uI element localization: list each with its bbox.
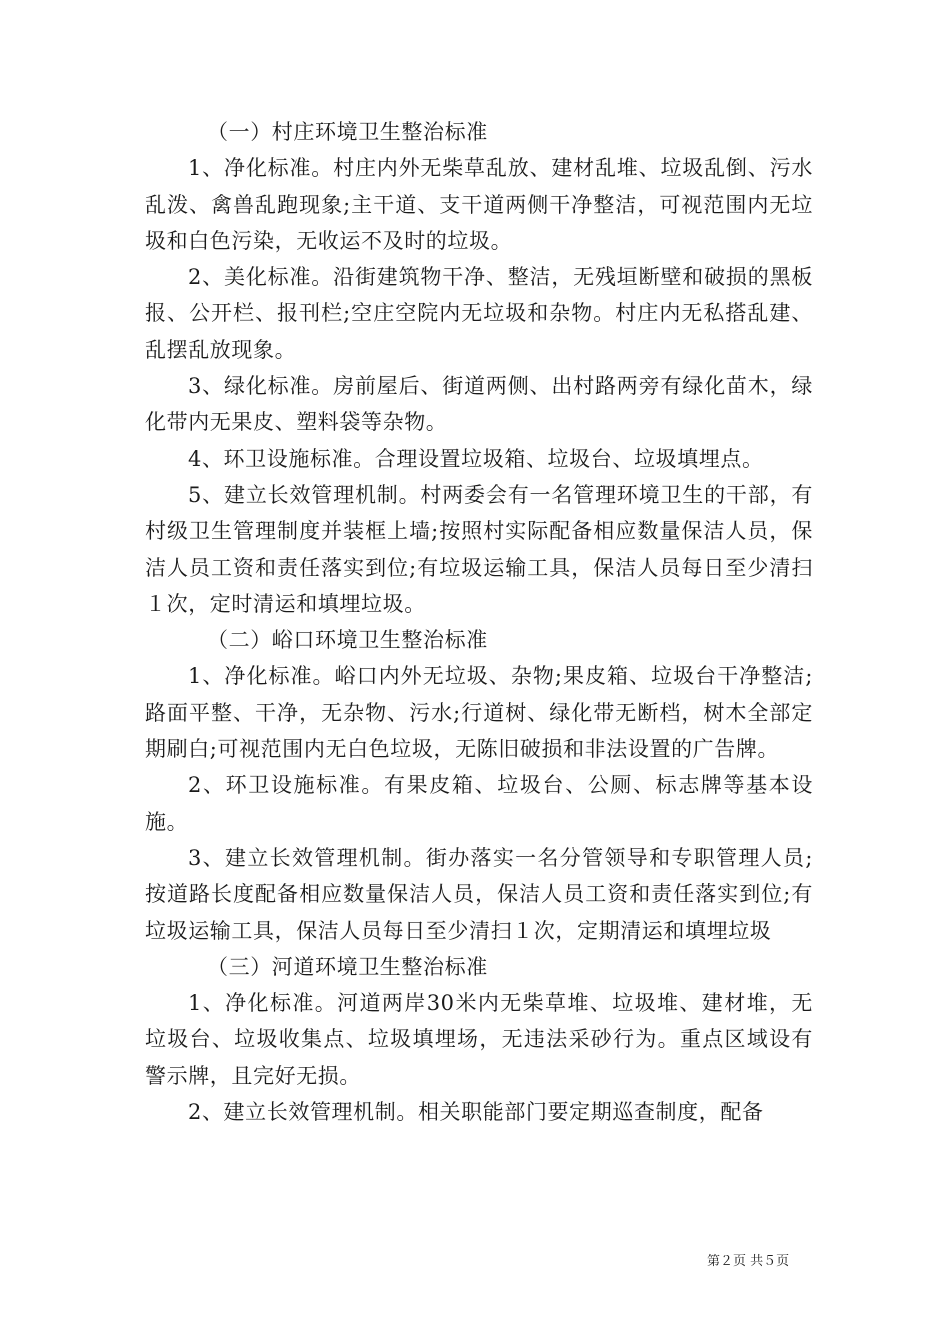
paragraph: 2、环卫设施标准。有果皮箱、垃圾台、公厕、标志牌等基本设施。 bbox=[145, 773, 813, 834]
paragraph: 1、净化标准。峪口内外无垃圾、杂物;果皮箱、垃圾台干净整洁;路面平整、干净，无杂物、污水;行道树、绿化带无断档，树木全部定期刷白;可视范围内无白色垃圾，无陈旧破损和非法设置的广告牌。 bbox=[145, 664, 813, 762]
paragraph: 4、环卫设施标准。合理设置垃圾箱、垃圾台、垃圾填埋点。 bbox=[188, 446, 764, 471]
section-heading-2: （二）峪口环境卫生整治标准 bbox=[207, 628, 488, 653]
document-body bbox=[145, 114, 813, 1130]
paragraph: 3、建立长效管理机制。街办落实一名分管领导和专职管理人员;按道路长度配备相应数量保洁人员，保洁人员工资和责任落实到位;有垃圾运输工具，保洁人员每日至少清扫１次，定期清运和填埋垃圾 bbox=[145, 845, 813, 943]
paragraph: 2、美化标准。沿街建筑物干净、整洁，无残垣断壁和破损的黑板报、公开栏、报刊栏;空庄空院内无垃圾和杂物。村庄内无私搭乱建、乱摆乱放现象。 bbox=[145, 265, 813, 362]
paragraph: 3、绿化标准。房前屋后、街道两侧、出村路两旁有绿化苗木，绿化带内无果皮、塑料袋等杂物。 bbox=[145, 374, 813, 435]
paragraph: 5、建立长效管理机制。村两委会有一名管理环境卫生的干部，有村级卫生管理制度并装框上墙;按照村实际配备相应数量保洁人员，保洁人员工资和责任落实到位;有垃圾运输工具，保洁人员每日至少清扫１次，定时清运和填埋垃圾。 bbox=[145, 482, 813, 616]
paragraph: 1、净化标准。河道两岸30米内无柴草堆、垃圾堆、建材堆，无垃圾台、垃圾收集点、垃圾填埋场，无违法采砂行为。重点区域设有警示牌，且完好无损。 bbox=[145, 991, 813, 1088]
section-heading-3: （三）河道环境卫生整治标准 bbox=[207, 954, 488, 979]
paragraph: 1、净化标准。村庄内外无柴草乱放、建材乱堆、垃圾乱倒、污水乱泼、禽兽乱跑现象;主干道、支干道两侧干净整洁，可视范围内无垃圾和白色污染，无收运不及时的垃圾。 bbox=[145, 156, 813, 253]
section-heading-1: （一）村庄环境卫生整治标准 bbox=[207, 120, 488, 144]
page-number: 第２页 共５页 bbox=[707, 1254, 790, 1269]
paragraph: 2、建立长效管理机制。相关职能部门要定期巡查制度，配备 bbox=[188, 1100, 764, 1125]
